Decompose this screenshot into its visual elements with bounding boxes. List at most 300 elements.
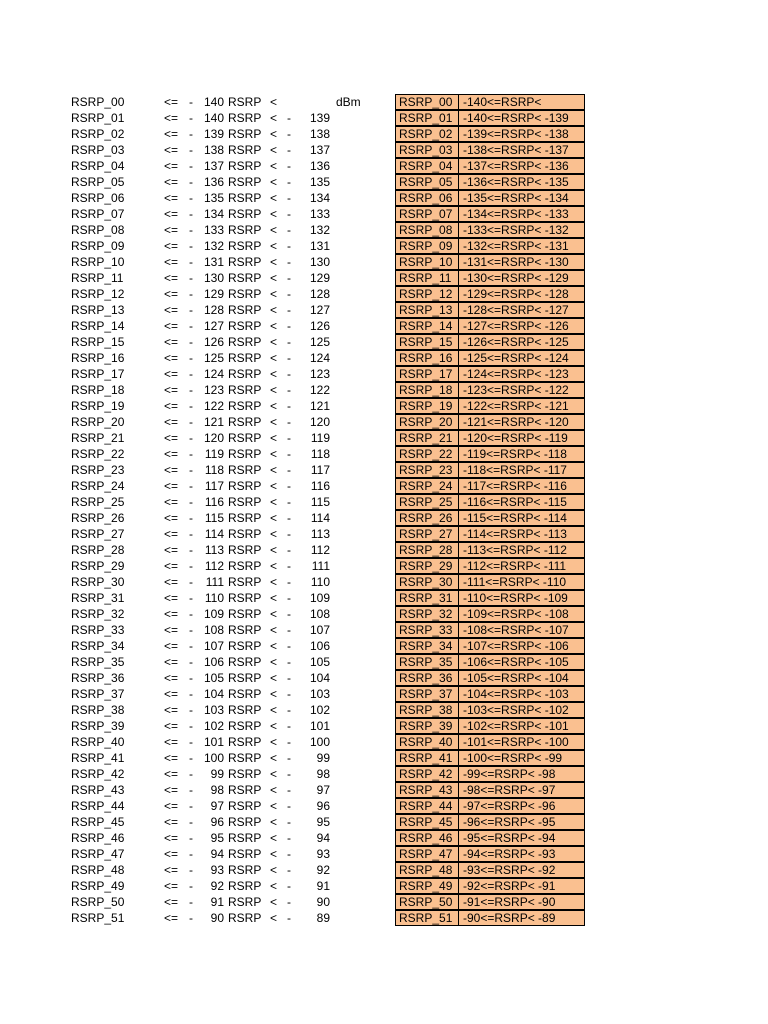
highlighted-range-cell[interactable]: -138<=RSRP< -137 — [458, 142, 585, 158]
highlighted-range-cell[interactable]: -118<=RSRP< -117 — [458, 462, 585, 478]
highlighted-name-cell[interactable]: RSRP_31 — [395, 590, 459, 606]
lt-operator-cell[interactable]: < — [270, 367, 278, 381]
minus-sign-cell-2[interactable]: - — [287, 111, 291, 125]
lt-operator-cell[interactable]: < — [270, 703, 278, 717]
le-operator-cell[interactable]: <= — [164, 735, 179, 749]
rsrp-name-cell[interactable]: RSRP_37 — [71, 687, 125, 701]
lower-bound-cell[interactable]: 121 — [203, 415, 224, 429]
lower-bound-cell[interactable]: 93 — [210, 863, 224, 877]
minus-sign-cell-2[interactable]: - — [287, 511, 291, 525]
upper-bound-cell[interactable]: 114 — [310, 511, 330, 525]
rsrp-variable-cell[interactable]: RSRP — [228, 303, 262, 317]
rsrp-name-cell[interactable]: RSRP_23 — [71, 463, 125, 477]
upper-bound-cell[interactable]: 137 — [309, 143, 330, 157]
le-operator-cell[interactable]: <= — [164, 511, 179, 525]
lt-operator-cell[interactable]: < — [270, 95, 278, 109]
rsrp-variable-cell[interactable]: RSRP — [228, 399, 262, 413]
minus-sign-cell[interactable]: - — [189, 383, 193, 397]
minus-sign-cell-2[interactable]: - — [287, 783, 291, 797]
rsrp-name-cell[interactable]: RSRP_03 — [71, 143, 125, 157]
lt-operator-cell[interactable]: < — [270, 671, 278, 685]
highlighted-range-cell[interactable]: -109<=RSRP< -108 — [458, 606, 585, 622]
rsrp-name-cell[interactable]: RSRP_10 — [71, 255, 125, 269]
lower-bound-cell[interactable]: 119 — [204, 447, 224, 461]
rsrp-variable-cell[interactable]: RSRP — [228, 335, 262, 349]
minus-sign-cell-2[interactable]: - — [287, 287, 291, 301]
highlighted-range-cell[interactable]: -99<=RSRP< -98 — [458, 766, 585, 782]
highlighted-range-cell[interactable]: -126<=RSRP< -125 — [458, 334, 585, 350]
lt-operator-cell[interactable]: < — [270, 351, 278, 365]
highlighted-range-cell[interactable]: -91<=RSRP< -90 — [458, 894, 585, 910]
rsrp-variable-cell[interactable]: RSRP — [228, 271, 262, 285]
lt-operator-cell[interactable]: < — [270, 815, 278, 829]
lower-bound-cell[interactable]: 108 — [203, 623, 224, 637]
lt-operator-cell[interactable]: < — [270, 623, 278, 637]
minus-sign-cell[interactable]: - — [189, 479, 193, 493]
lower-bound-cell[interactable]: 116 — [204, 495, 224, 509]
rsrp-variable-cell[interactable]: RSRP — [228, 719, 262, 733]
minus-sign-cell-2[interactable]: - — [287, 303, 291, 317]
minus-sign-cell-2[interactable]: - — [287, 255, 291, 269]
lower-bound-cell[interactable]: 139 — [203, 127, 224, 141]
minus-sign-cell[interactable]: - — [189, 671, 193, 685]
lower-bound-cell[interactable]: 122 — [203, 399, 224, 413]
rsrp-name-cell[interactable]: RSRP_42 — [71, 767, 125, 781]
minus-sign-cell-2[interactable]: - — [287, 335, 291, 349]
minus-sign-cell[interactable]: - — [189, 607, 193, 621]
rsrp-name-cell[interactable]: RSRP_20 — [71, 415, 125, 429]
upper-bound-cell[interactable]: 123 — [309, 367, 330, 381]
le-operator-cell[interactable]: <= — [164, 111, 179, 125]
minus-sign-cell-2[interactable]: - — [287, 495, 291, 509]
upper-bound-cell[interactable]: 127 — [309, 303, 330, 317]
highlighted-range-cell[interactable]: -102<=RSRP< -101 — [458, 718, 585, 734]
lt-operator-cell[interactable]: < — [270, 175, 278, 189]
minus-sign-cell[interactable]: - — [189, 527, 193, 541]
highlighted-range-cell[interactable]: -124<=RSRP< -123 — [458, 366, 585, 382]
lower-bound-cell[interactable]: 111 — [205, 575, 224, 589]
lower-bound-cell[interactable]: 106 — [203, 655, 224, 669]
highlighted-range-cell[interactable]: -120<=RSRP< -119 — [458, 430, 585, 446]
minus-sign-cell-2[interactable]: - — [287, 591, 291, 605]
highlighted-name-cell[interactable]: RSRP_05 — [395, 174, 459, 190]
highlighted-range-cell[interactable]: -123<=RSRP< -122 — [458, 382, 585, 398]
le-operator-cell[interactable]: <= — [164, 367, 179, 381]
highlighted-name-cell[interactable]: RSRP_26 — [395, 510, 459, 526]
highlighted-range-cell[interactable]: -116<=RSRP< -115 — [458, 494, 585, 510]
lt-operator-cell[interactable]: < — [270, 383, 278, 397]
lower-bound-cell[interactable]: 117 — [204, 479, 224, 493]
lt-operator-cell[interactable]: < — [270, 847, 278, 861]
highlighted-name-cell[interactable]: RSRP_51 — [395, 910, 459, 926]
minus-sign-cell[interactable]: - — [189, 431, 193, 445]
rsrp-variable-cell[interactable]: RSRP — [228, 799, 262, 813]
le-operator-cell[interactable]: <= — [164, 431, 179, 445]
highlighted-name-cell[interactable]: RSRP_48 — [395, 862, 459, 878]
highlighted-range-cell[interactable]: -129<=RSRP< -128 — [458, 286, 585, 302]
highlighted-name-cell[interactable]: RSRP_49 — [395, 878, 459, 894]
le-operator-cell[interactable]: <= — [164, 319, 179, 333]
highlighted-range-cell[interactable]: -136<=RSRP< -135 — [458, 174, 585, 190]
rsrp-variable-cell[interactable]: RSRP — [228, 687, 262, 701]
lt-operator-cell[interactable]: < — [270, 895, 278, 909]
le-operator-cell[interactable]: <= — [164, 223, 179, 237]
highlighted-range-cell[interactable]: -132<=RSRP< -131 — [458, 238, 585, 254]
lt-operator-cell[interactable]: < — [270, 399, 278, 413]
rsrp-variable-cell[interactable]: RSRP — [228, 383, 262, 397]
upper-bound-cell[interactable]: 117 — [310, 463, 330, 477]
lt-operator-cell[interactable]: < — [270, 751, 278, 765]
le-operator-cell[interactable]: <= — [164, 191, 179, 205]
rsrp-variable-cell[interactable]: RSRP — [228, 351, 262, 365]
upper-bound-cell[interactable]: 89 — [316, 911, 330, 925]
le-operator-cell[interactable]: <= — [164, 911, 179, 925]
lower-bound-cell[interactable]: 137 — [203, 159, 224, 173]
highlighted-range-cell[interactable]: -122<=RSRP< -121 — [458, 398, 585, 414]
le-operator-cell[interactable]: <= — [164, 127, 179, 141]
lower-bound-cell[interactable]: 140 — [203, 95, 224, 109]
minus-sign-cell-2[interactable]: - — [287, 703, 291, 717]
lower-bound-cell[interactable]: 105 — [203, 671, 224, 685]
rsrp-variable-cell[interactable]: RSRP — [228, 287, 262, 301]
upper-bound-cell[interactable]: 105 — [309, 655, 330, 669]
minus-sign-cell[interactable]: - — [189, 847, 193, 861]
minus-sign-cell-2[interactable]: - — [287, 463, 291, 477]
upper-bound-cell[interactable]: 132 — [309, 223, 330, 237]
lt-operator-cell[interactable]: < — [270, 431, 278, 445]
highlighted-range-cell[interactable]: -112<=RSRP< -111 — [458, 558, 585, 574]
lt-operator-cell[interactable]: < — [270, 575, 278, 589]
le-operator-cell[interactable]: <= — [164, 239, 179, 253]
minus-sign-cell[interactable]: - — [189, 815, 193, 829]
minus-sign-cell[interactable]: - — [189, 239, 193, 253]
highlighted-name-cell[interactable]: RSRP_02 — [395, 126, 459, 142]
minus-sign-cell-2[interactable]: - — [287, 719, 291, 733]
highlighted-range-cell[interactable]: -97<=RSRP< -96 — [458, 798, 585, 814]
le-operator-cell[interactable]: <= — [164, 335, 179, 349]
le-operator-cell[interactable]: <= — [164, 751, 179, 765]
rsrp-name-cell[interactable]: RSRP_21 — [71, 431, 125, 445]
minus-sign-cell-2[interactable]: - — [287, 351, 291, 365]
minus-sign-cell-2[interactable]: - — [287, 879, 291, 893]
le-operator-cell[interactable]: <= — [164, 863, 179, 877]
rsrp-name-cell[interactable]: RSRP_28 — [71, 543, 125, 557]
highlighted-name-cell[interactable]: RSRP_27 — [395, 526, 459, 542]
highlighted-name-cell[interactable]: RSRP_15 — [395, 334, 459, 350]
upper-bound-cell[interactable]: 118 — [310, 447, 330, 461]
rsrp-name-cell[interactable]: RSRP_13 — [71, 303, 125, 317]
upper-bound-cell[interactable]: 102 — [309, 703, 330, 717]
rsrp-variable-cell[interactable]: RSRP — [228, 175, 262, 189]
lower-bound-cell[interactable]: 124 — [203, 367, 224, 381]
rsrp-name-cell[interactable]: RSRP_12 — [71, 287, 125, 301]
highlighted-name-cell[interactable]: RSRP_50 — [395, 894, 459, 910]
minus-sign-cell[interactable]: - — [189, 559, 193, 573]
le-operator-cell[interactable]: <= — [164, 879, 179, 893]
rsrp-variable-cell[interactable]: RSRP — [228, 847, 262, 861]
rsrp-variable-cell[interactable]: RSRP — [228, 111, 262, 125]
rsrp-variable-cell[interactable]: RSRP — [228, 191, 262, 205]
upper-bound-cell[interactable]: 106 — [309, 639, 330, 653]
highlighted-name-cell[interactable]: RSRP_42 — [395, 766, 459, 782]
highlighted-name-cell[interactable]: RSRP_20 — [395, 414, 459, 430]
highlighted-name-cell[interactable]: RSRP_09 — [395, 238, 459, 254]
rsrp-name-cell[interactable]: RSRP_25 — [71, 495, 125, 509]
lower-bound-cell[interactable]: 104 — [203, 687, 224, 701]
rsrp-variable-cell[interactable]: RSRP — [228, 495, 262, 509]
rsrp-variable-cell[interactable]: RSRP — [228, 879, 262, 893]
minus-sign-cell-2[interactable]: - — [287, 815, 291, 829]
highlighted-name-cell[interactable]: RSRP_11 — [395, 270, 459, 286]
rsrp-name-cell[interactable]: RSRP_16 — [71, 351, 125, 365]
minus-sign-cell-2[interactable]: - — [287, 831, 291, 845]
lower-bound-cell[interactable]: 110 — [204, 591, 224, 605]
le-operator-cell[interactable]: <= — [164, 207, 179, 221]
lt-operator-cell[interactable]: < — [270, 591, 278, 605]
minus-sign-cell-2[interactable]: - — [287, 271, 291, 285]
minus-sign-cell-2[interactable]: - — [287, 319, 291, 333]
highlighted-name-cell[interactable]: RSRP_12 — [395, 286, 459, 302]
le-operator-cell[interactable]: <= — [164, 447, 179, 461]
highlighted-range-cell[interactable]: -92<=RSRP< -91 — [458, 878, 585, 894]
lower-bound-cell[interactable]: 138 — [203, 143, 224, 157]
highlighted-name-cell[interactable]: RSRP_19 — [395, 398, 459, 414]
highlighted-range-cell[interactable]: -137<=RSRP< -136 — [458, 158, 585, 174]
lt-operator-cell[interactable]: < — [270, 607, 278, 621]
minus-sign-cell[interactable]: - — [189, 655, 193, 669]
upper-bound-cell[interactable]: 119 — [310, 431, 330, 445]
minus-sign-cell[interactable]: - — [189, 95, 193, 109]
lower-bound-cell[interactable]: 90 — [210, 911, 224, 925]
rsrp-name-cell[interactable]: RSRP_26 — [71, 511, 125, 525]
minus-sign-cell[interactable]: - — [189, 623, 193, 637]
highlighted-range-cell[interactable]: -117<=RSRP< -116 — [458, 478, 585, 494]
highlighted-name-cell[interactable]: RSRP_08 — [395, 222, 459, 238]
rsrp-variable-cell[interactable]: RSRP — [228, 575, 262, 589]
minus-sign-cell[interactable]: - — [189, 159, 193, 173]
le-operator-cell[interactable]: <= — [164, 463, 179, 477]
highlighted-range-cell[interactable]: -134<=RSRP< -133 — [458, 206, 585, 222]
highlighted-name-cell[interactable]: RSRP_40 — [395, 734, 459, 750]
upper-bound-cell[interactable]: 103 — [309, 687, 330, 701]
upper-bound-cell[interactable]: 111 — [311, 559, 330, 573]
le-operator-cell[interactable]: <= — [164, 815, 179, 829]
upper-bound-cell[interactable]: 107 — [309, 623, 330, 637]
minus-sign-cell-2[interactable]: - — [287, 735, 291, 749]
rsrp-name-cell[interactable]: RSRP_01 — [71, 111, 125, 125]
lt-operator-cell[interactable]: < — [270, 783, 278, 797]
le-operator-cell[interactable]: <= — [164, 287, 179, 301]
minus-sign-cell-2[interactable]: - — [287, 191, 291, 205]
highlighted-range-cell[interactable]: -106<=RSRP< -105 — [458, 654, 585, 670]
rsrp-name-cell[interactable]: RSRP_30 — [71, 575, 125, 589]
minus-sign-cell-2[interactable]: - — [287, 159, 291, 173]
rsrp-variable-cell[interactable]: RSRP — [228, 671, 262, 685]
le-operator-cell[interactable]: <= — [164, 719, 179, 733]
highlighted-name-cell[interactable]: RSRP_25 — [395, 494, 459, 510]
minus-sign-cell-2[interactable]: - — [287, 447, 291, 461]
highlighted-range-cell[interactable]: -113<=RSRP< -112 — [458, 542, 585, 558]
highlighted-range-cell[interactable]: -110<=RSRP< -109 — [458, 590, 585, 606]
upper-bound-cell[interactable]: 110 — [310, 575, 330, 589]
rsrp-variable-cell[interactable]: RSRP — [228, 431, 262, 445]
highlighted-name-cell[interactable]: RSRP_47 — [395, 846, 459, 862]
lt-operator-cell[interactable]: < — [270, 639, 278, 653]
rsrp-name-cell[interactable]: RSRP_39 — [71, 719, 125, 733]
rsrp-name-cell[interactable]: RSRP_07 — [71, 207, 125, 221]
highlighted-range-cell[interactable]: -93<=RSRP< -92 — [458, 862, 585, 878]
rsrp-variable-cell[interactable]: RSRP — [228, 639, 262, 653]
lower-bound-cell[interactable]: 114 — [204, 527, 224, 541]
upper-bound-cell[interactable]: 99 — [316, 751, 330, 765]
rsrp-variable-cell[interactable]: RSRP — [228, 591, 262, 605]
upper-bound-cell[interactable]: 112 — [310, 543, 330, 557]
rsrp-name-cell[interactable]: RSRP_50 — [71, 895, 125, 909]
lower-bound-cell[interactable]: 132 — [203, 239, 224, 253]
lower-bound-cell[interactable]: 133 — [203, 223, 224, 237]
le-operator-cell[interactable]: <= — [164, 143, 179, 157]
le-operator-cell[interactable]: <= — [164, 623, 179, 637]
lower-bound-cell[interactable]: 94 — [210, 847, 224, 861]
minus-sign-cell[interactable]: - — [189, 127, 193, 141]
lower-bound-cell[interactable]: 95 — [210, 831, 224, 845]
minus-sign-cell[interactable]: - — [189, 447, 193, 461]
rsrp-name-cell[interactable]: RSRP_45 — [71, 815, 125, 829]
minus-sign-cell[interactable]: - — [189, 415, 193, 429]
minus-sign-cell[interactable]: - — [189, 831, 193, 845]
upper-bound-cell[interactable]: 94 — [316, 831, 330, 845]
lt-operator-cell[interactable]: < — [270, 127, 278, 141]
le-operator-cell[interactable]: <= — [164, 847, 179, 861]
lt-operator-cell[interactable]: < — [270, 447, 278, 461]
upper-bound-cell[interactable]: 92 — [316, 863, 330, 877]
rsrp-variable-cell[interactable]: RSRP — [228, 895, 262, 909]
minus-sign-cell[interactable]: - — [189, 223, 193, 237]
highlighted-range-cell[interactable]: -96<=RSRP< -95 — [458, 814, 585, 830]
minus-sign-cell-2[interactable]: - — [287, 527, 291, 541]
rsrp-name-cell[interactable]: RSRP_00 — [71, 95, 125, 109]
highlighted-range-cell[interactable]: -114<=RSRP< -113 — [458, 526, 585, 542]
highlighted-name-cell[interactable]: RSRP_28 — [395, 542, 459, 558]
highlighted-name-cell[interactable]: RSRP_18 — [395, 382, 459, 398]
minus-sign-cell[interactable]: - — [189, 911, 193, 925]
minus-sign-cell-2[interactable]: - — [287, 575, 291, 589]
minus-sign-cell-2[interactable]: - — [287, 543, 291, 557]
minus-sign-cell[interactable]: - — [189, 303, 193, 317]
lt-operator-cell[interactable]: < — [270, 767, 278, 781]
lt-operator-cell[interactable]: < — [270, 527, 278, 541]
rsrp-name-cell[interactable]: RSRP_29 — [71, 559, 125, 573]
rsrp-name-cell[interactable]: RSRP_14 — [71, 319, 125, 333]
rsrp-variable-cell[interactable]: RSRP — [228, 447, 262, 461]
upper-bound-cell[interactable]: 131 — [309, 239, 330, 253]
rsrp-name-cell[interactable]: RSRP_33 — [71, 623, 125, 637]
minus-sign-cell[interactable]: - — [189, 767, 193, 781]
minus-sign-cell[interactable]: - — [189, 511, 193, 525]
lt-operator-cell[interactable]: < — [270, 223, 278, 237]
minus-sign-cell-2[interactable]: - — [287, 655, 291, 669]
minus-sign-cell-2[interactable]: - — [287, 207, 291, 221]
highlighted-name-cell[interactable]: RSRP_34 — [395, 638, 459, 654]
upper-bound-cell[interactable]: 91 — [316, 879, 330, 893]
lower-bound-cell[interactable]: 123 — [203, 383, 224, 397]
lower-bound-cell[interactable]: 131 — [203, 255, 224, 269]
lower-bound-cell[interactable]: 128 — [203, 303, 224, 317]
highlighted-range-cell[interactable]: -111<=RSRP< -110 — [458, 574, 585, 590]
lt-operator-cell[interactable]: < — [270, 143, 278, 157]
le-operator-cell[interactable]: <= — [164, 703, 179, 717]
lower-bound-cell[interactable]: 107 — [203, 639, 224, 653]
minus-sign-cell-2[interactable]: - — [287, 415, 291, 429]
lower-bound-cell[interactable]: 101 — [203, 735, 224, 749]
minus-sign-cell[interactable]: - — [189, 639, 193, 653]
highlighted-range-cell[interactable]: -140<=RSRP< — [458, 94, 585, 110]
minus-sign-cell[interactable]: - — [189, 895, 193, 909]
rsrp-name-cell[interactable]: RSRP_15 — [71, 335, 125, 349]
rsrp-variable-cell[interactable]: RSRP — [228, 751, 262, 765]
rsrp-name-cell[interactable]: RSRP_02 — [71, 127, 125, 141]
lt-operator-cell[interactable]: < — [270, 719, 278, 733]
upper-bound-cell[interactable]: 139 — [309, 111, 330, 125]
rsrp-name-cell[interactable]: RSRP_32 — [71, 607, 125, 621]
lt-operator-cell[interactable]: < — [270, 911, 278, 925]
le-operator-cell[interactable]: <= — [164, 271, 179, 285]
lower-bound-cell[interactable]: 140 — [203, 111, 224, 125]
rsrp-name-cell[interactable]: RSRP_46 — [71, 831, 125, 845]
lower-bound-cell[interactable]: 96 — [210, 815, 224, 829]
lower-bound-cell[interactable]: 134 — [203, 207, 224, 221]
rsrp-variable-cell[interactable]: RSRP — [228, 863, 262, 877]
le-operator-cell[interactable]: <= — [164, 303, 179, 317]
upper-bound-cell[interactable]: 95 — [316, 815, 330, 829]
highlighted-range-cell[interactable]: -128<=RSRP< -127 — [458, 302, 585, 318]
highlighted-name-cell[interactable]: RSRP_45 — [395, 814, 459, 830]
highlighted-name-cell[interactable]: RSRP_32 — [395, 606, 459, 622]
highlighted-range-cell[interactable]: -101<=RSRP< -100 — [458, 734, 585, 750]
le-operator-cell[interactable]: <= — [164, 591, 179, 605]
rsrp-variable-cell[interactable]: RSRP — [228, 735, 262, 749]
upper-bound-cell[interactable]: 109 — [309, 591, 330, 605]
le-operator-cell[interactable]: <= — [164, 159, 179, 173]
rsrp-name-cell[interactable]: RSRP_19 — [71, 399, 125, 413]
rsrp-name-cell[interactable]: RSRP_11 — [71, 271, 124, 285]
upper-bound-cell[interactable]: 97 — [316, 783, 330, 797]
rsrp-name-cell[interactable]: RSRP_48 — [71, 863, 125, 877]
le-operator-cell[interactable]: <= — [164, 255, 179, 269]
le-operator-cell[interactable]: <= — [164, 671, 179, 685]
highlighted-name-cell[interactable]: RSRP_46 — [395, 830, 459, 846]
rsrp-variable-cell[interactable]: RSRP — [228, 415, 262, 429]
minus-sign-cell-2[interactable]: - — [287, 175, 291, 189]
rsrp-variable-cell[interactable]: RSRP — [228, 127, 262, 141]
minus-sign-cell[interactable]: - — [189, 143, 193, 157]
lt-operator-cell[interactable]: < — [270, 239, 278, 253]
highlighted-name-cell[interactable]: RSRP_03 — [395, 142, 459, 158]
highlighted-name-cell[interactable]: RSRP_06 — [395, 190, 459, 206]
minus-sign-cell[interactable]: - — [189, 495, 193, 509]
minus-sign-cell-2[interactable]: - — [287, 399, 291, 413]
lower-bound-cell[interactable]: 92 — [210, 879, 224, 893]
minus-sign-cell[interactable]: - — [189, 575, 193, 589]
upper-bound-cell[interactable]: 100 — [309, 735, 330, 749]
minus-sign-cell[interactable]: - — [189, 719, 193, 733]
lt-operator-cell[interactable]: < — [270, 463, 278, 477]
rsrp-variable-cell[interactable]: RSRP — [228, 319, 262, 333]
minus-sign-cell-2[interactable]: - — [287, 767, 291, 781]
lt-operator-cell[interactable]: < — [270, 687, 278, 701]
rsrp-variable-cell[interactable]: RSRP — [228, 479, 262, 493]
highlighted-name-cell[interactable]: RSRP_29 — [395, 558, 459, 574]
